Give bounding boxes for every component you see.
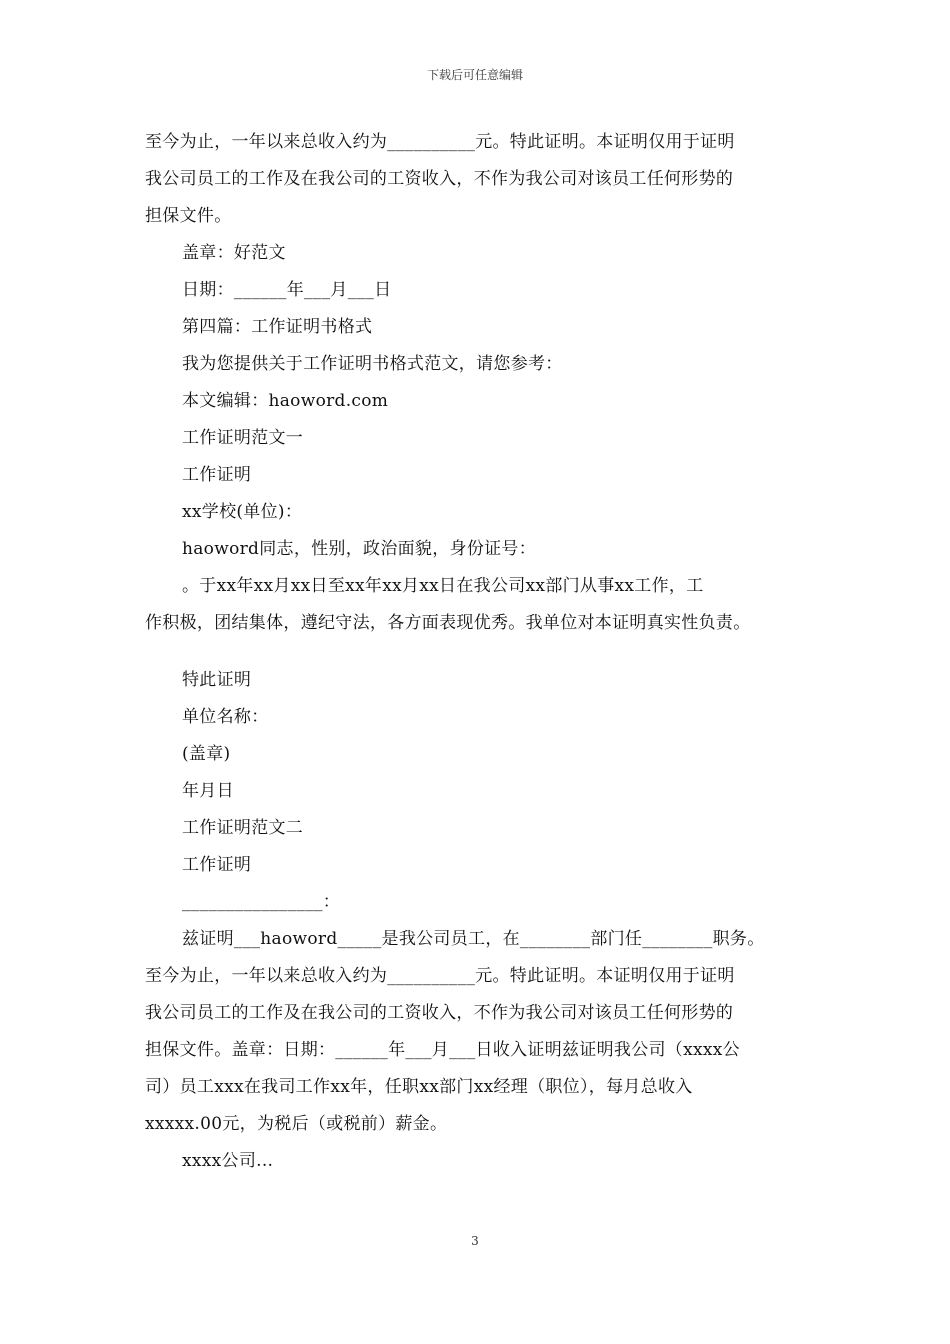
seal-line: 盖章：好范文 xyxy=(182,243,286,263)
closing-line: 特此证明 xyxy=(182,670,252,690)
document-body xyxy=(145,124,813,1180)
sample-heading: 工作证明范文一 xyxy=(182,428,304,448)
blank-space xyxy=(145,642,813,662)
date-line: 日期：______年___月___日 xyxy=(182,280,392,300)
paragraph-line: 担保文件。 xyxy=(145,206,232,226)
certificate-title: 工作证明 xyxy=(182,855,252,875)
paragraph-line: 。于xx年xx月xx日至xx年xx月xx日在我公司xx部门从事xx工作，工 xyxy=(182,576,704,596)
sample-heading: 工作证明范文二 xyxy=(182,818,304,838)
page-header: 下载后可任意编辑 xyxy=(426,68,523,82)
paragraph-line: xxxxx.00元，为税后（或税前）薪金。 xyxy=(145,1114,448,1134)
date-line: 年月日 xyxy=(182,781,234,801)
addressee-line: xx学校(单位)： xyxy=(182,502,303,522)
paragraph-line: 司）员工xxx在我司工作xx年，任职xx部门xx经理（职位），每月总收入 xyxy=(145,1077,693,1097)
paragraph-line: 至今为止，一年以来总收入约为__________元。特此证明。本证明仅用于证明 xyxy=(145,966,735,986)
paragraph-line: 我公司员工的工作及在我公司的工资收入，不作为我公司对该员工任何形势的 xyxy=(145,169,734,189)
paragraph-line: 作积极，团结集体，遵纪守法，各方面表现优秀。我单位对本证明真实性负责。 xyxy=(145,613,751,633)
seal-line: (盖章) xyxy=(182,744,231,764)
unit-name-line: 单位名称： xyxy=(182,707,269,727)
paragraph-line: 担保文件。盖章：日期：______年___月___日收入证明兹证明我公司（xxxx公 xyxy=(145,1040,740,1060)
company-line: xxxx公司... xyxy=(182,1151,274,1171)
paragraph-line: 兹证明___haoword_____是我公司员工，在________部门任________职务。 xyxy=(182,929,765,949)
paragraph-line: 我公司员工的工作及在我公司的工资收入，不作为我公司对该员工任何形势的 xyxy=(145,1003,734,1023)
section-heading: 第四篇：工作证明书格式 xyxy=(182,317,373,337)
paragraph-line: 至今为止，一年以来总收入约为__________元。特此证明。本证明仅用于证明 xyxy=(145,132,735,152)
paragraph-line: haoword同志，性别，政治面貌，身份证号： xyxy=(182,539,537,559)
addressee-line: ________________： xyxy=(182,892,341,912)
editor-line: 本文编辑：haoword.com xyxy=(182,391,389,411)
paragraph-line: 我为您提供关于工作证明书格式范文，请您参考： xyxy=(182,354,563,374)
page-number: 3 xyxy=(471,1234,479,1248)
certificate-title: 工作证明 xyxy=(182,465,252,485)
